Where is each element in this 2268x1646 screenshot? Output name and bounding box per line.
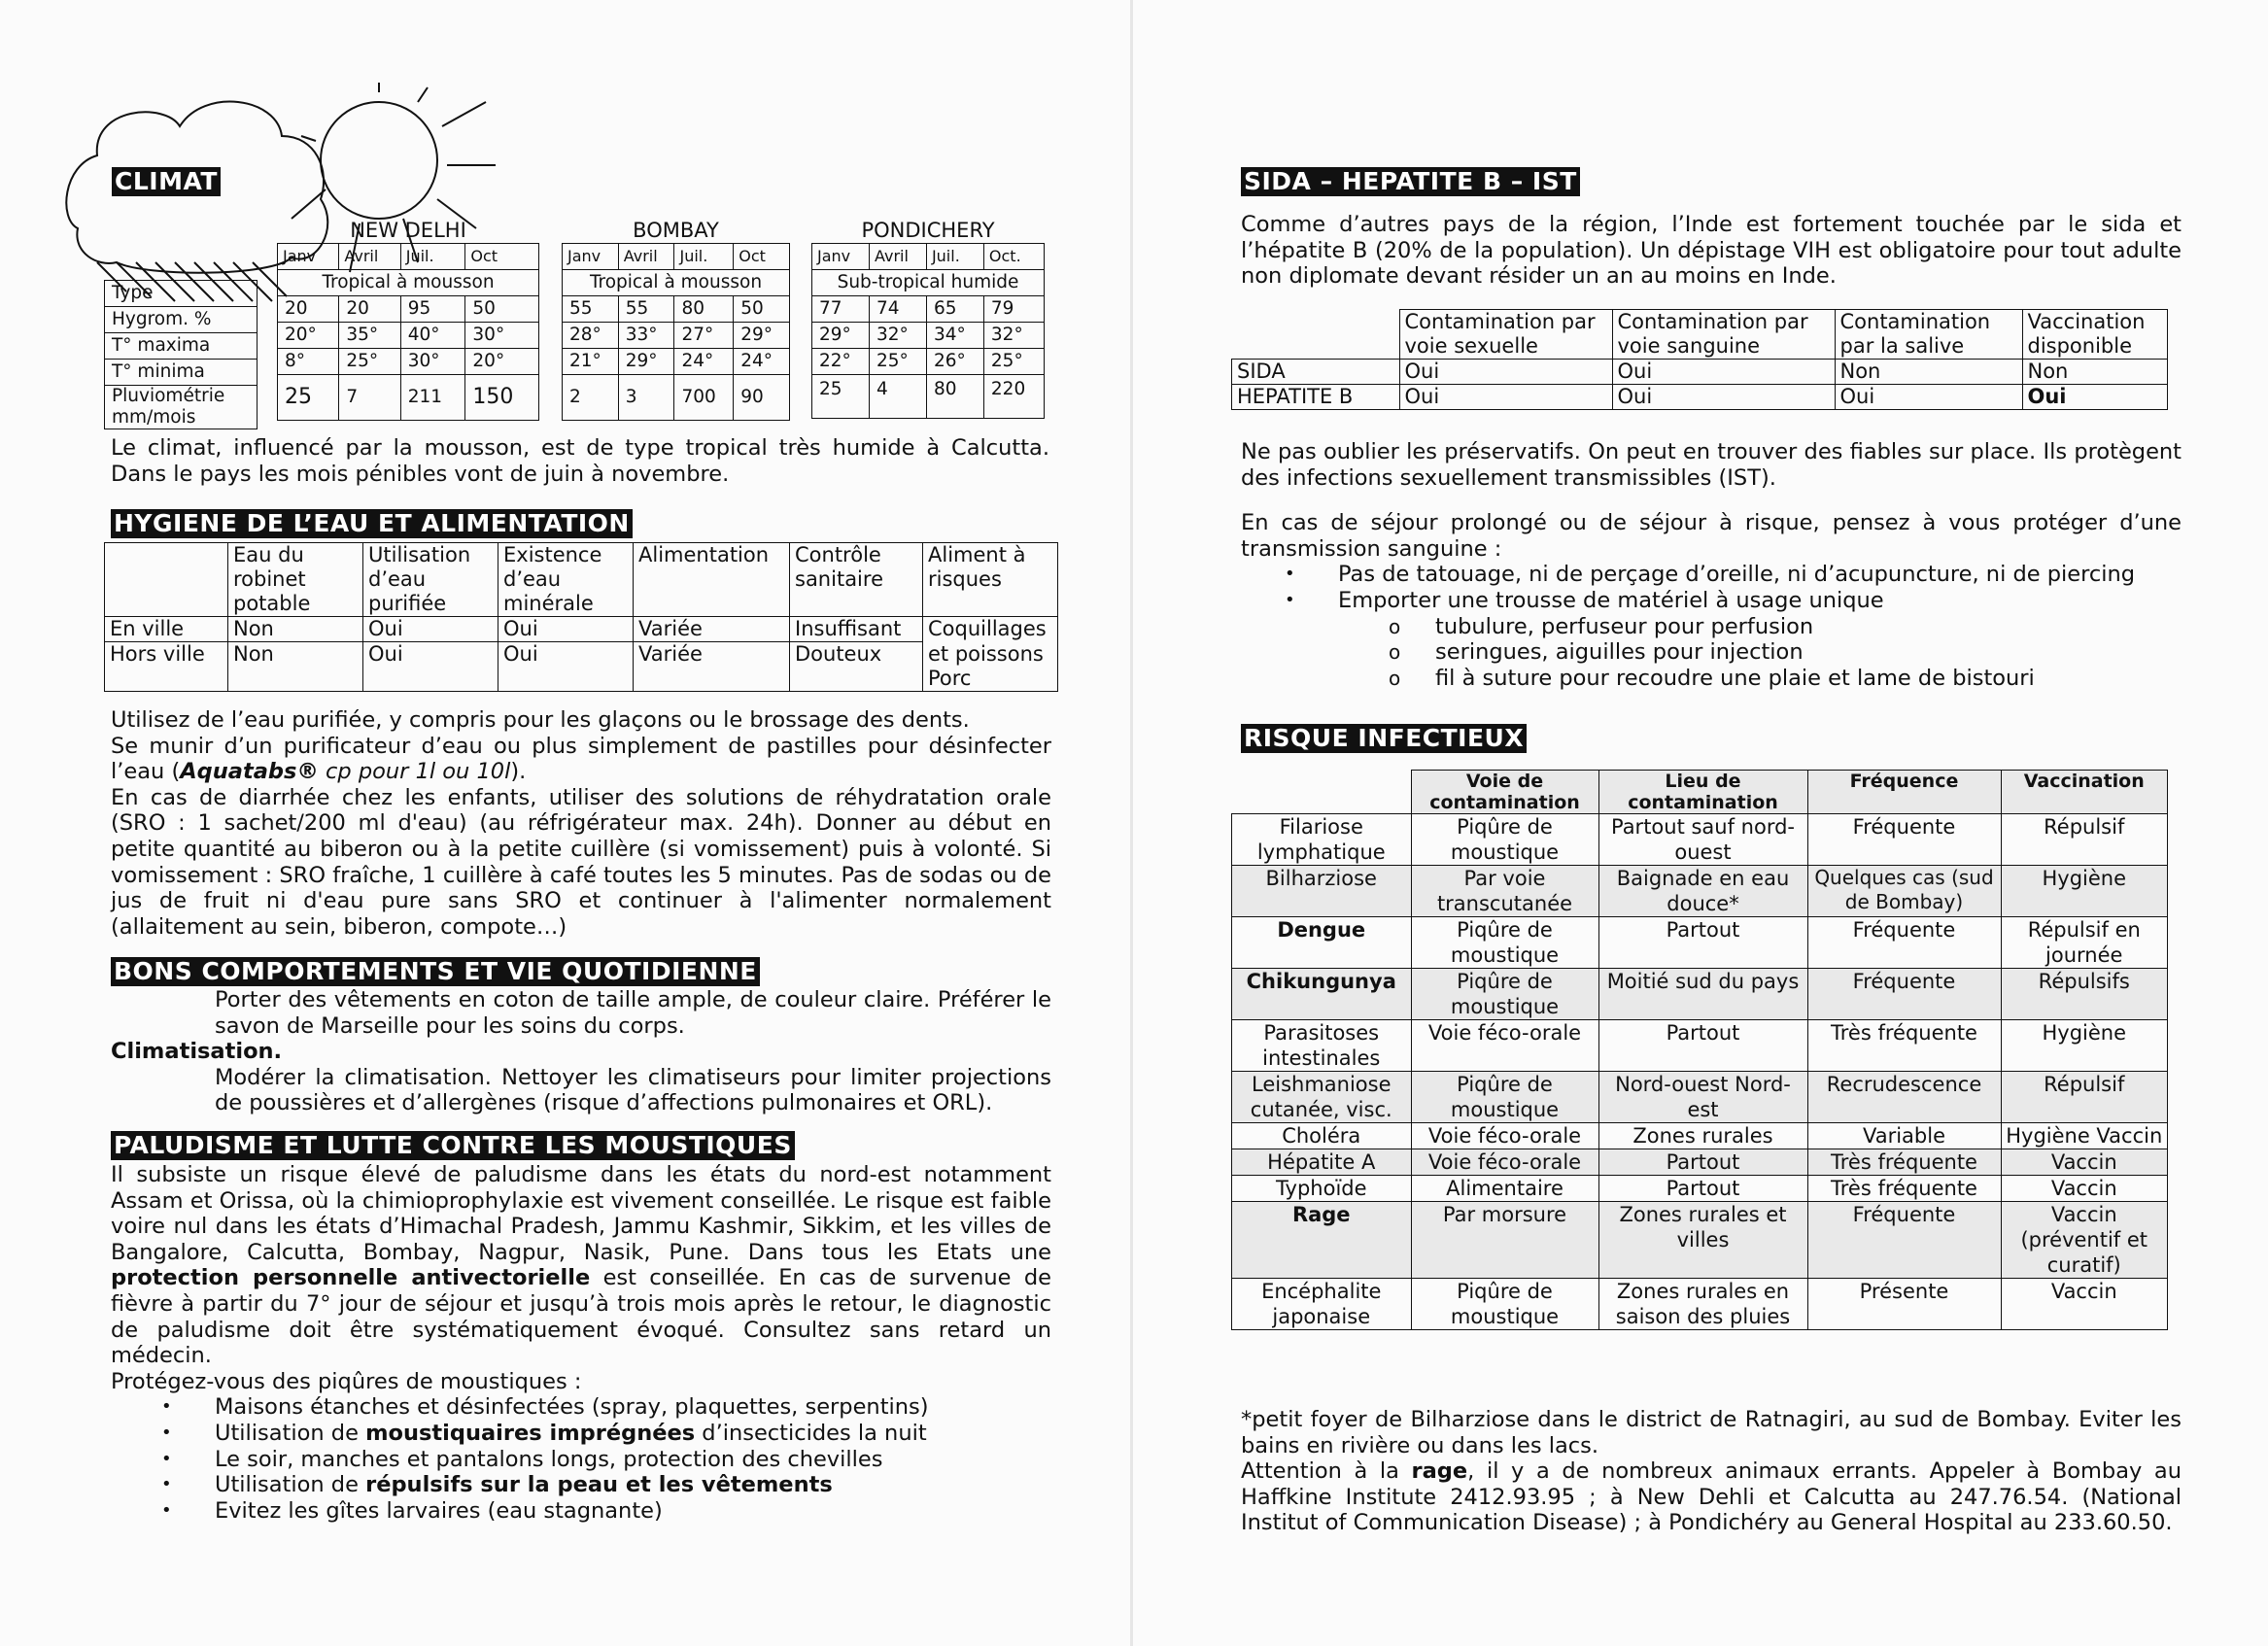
table-cell: Quelques cas (sud de Bombay) [1807,866,2001,917]
value-cell: 55 [563,296,619,323]
value-cell: 21° [563,349,619,375]
bons-sub: Climatisation. [111,1039,283,1065]
table-header: Voie de contamination [1411,771,1598,814]
table-cell: Vaccin [2001,1279,2168,1330]
list-item [215,1472,1051,1498]
value-cell: 20° [465,349,539,375]
value-cell: 150 [465,375,539,421]
section-title-risque: RISQUE INFECTIEUX [1241,724,1527,753]
value-cell: 25 [278,375,339,421]
table-cell: Douteux [790,642,923,692]
table-cell: Très fréquente [1807,1149,2001,1176]
table-header: Eau du robinet potable [228,543,363,617]
month-cell: Avril [339,244,400,270]
right-page [1134,0,2268,1646]
table-cell: Alimentaire [1411,1176,1598,1202]
table-cell: Voie féco-orale [1411,1149,1598,1176]
page-fold [1130,0,1133,1646]
table-cell: Hépatite A [1232,1149,1412,1176]
table-cell: Variée [634,617,790,642]
palu-list [111,1394,1051,1524]
table-cell: Par voie transcutanée [1411,866,1598,917]
sida-list [1241,562,2182,613]
hygiene-table [104,542,1058,692]
table-cell: Baignade en eau douce* [1598,866,1807,917]
sida-sublist [1241,614,2182,692]
table-cell: Recrudescence [1807,1072,2001,1123]
value-cell: 74 [869,296,926,323]
value-cell: 22° [812,349,870,375]
month-cell: Avril [869,244,926,270]
text-run: , il y a de nombreux animaux errants. Appeler à Bombay au Haffkine Institute 2412.93.95 ; à New Dehli et Calcutta au 247.76.54. (National Institut of Communication Disease) ; à Pondichéry au General Hospital au 233.60.50. [1241,1458,2182,1536]
value-cell: 65 [926,296,983,323]
table-header: Utilisation d’eau purifiée [363,543,498,617]
month-cell: Avril [618,244,674,270]
risque-f2 [1241,1458,2182,1536]
table-cell: Leishmaniose cutanée, visc. [1232,1072,1412,1123]
table-header: Lieu de contamination [1598,771,1807,814]
section-title-palu: PALUDISME ET LUTTE CONTRE LES MOUSTIQUES [111,1131,795,1160]
sida-p3: En cas de séjour prolongé ou de séjour à risque, pensez à vous protéger d’une transmission sanguine : [1241,510,2182,562]
table-cell: Oui [1612,360,1835,385]
table-header [1232,310,1400,360]
value-cell: 20 [278,296,339,323]
table-cell: Hygiène Vaccin [2001,1123,2168,1149]
table-row [1232,1176,2168,1202]
value-cell: 80 [926,375,983,419]
table-cell: HEPATITE B [1232,385,1400,410]
table-cell: Partout [1598,1020,1807,1072]
table-cell: Hors ville [105,642,228,692]
label-type: Type [105,281,258,307]
type-cell: Tropical à mousson [563,270,790,296]
value-cell: 33° [618,323,674,349]
list-item [215,1421,1051,1447]
table-cell: Fréquente [1807,917,2001,969]
bons-p2: Modérer la climatisation. Nettoyer les climatiseurs pour limiter projections de poussières et d’allergènes (risque d’affections pulmonaires et ORL). [215,1064,1051,1116]
section-title-climat: CLIMAT [112,167,221,196]
table-row [1232,1279,2168,1330]
list-item: o tubulure, perfuseur pour perfusion [1435,614,2182,640]
month-cell: Oct. [983,244,1044,270]
value-cell: 50 [734,296,790,323]
value-cell: 40° [400,323,465,349]
table-cell: Zones rurales et villes [1598,1202,1807,1279]
table-cell: Oui [363,642,498,692]
value-cell: 90 [734,375,790,421]
table-header: Fréquence [1807,771,2001,814]
value-cell: 55 [618,296,674,323]
text-run: Il subsiste un risque élevé de paludisme dans les états du nord-est notamment Assam et Orissa, où la chimioprophylaxie est vivement conseillée. Le risque est faible voire nul dans les états d’Himachal Pradesh, Jammu Kashmir, Sikkim, et les villes de Bangalore, Calcutta, Bombay, Nagpur, Nasik, Pune. Dans tous les Etats une [111,1162,1051,1265]
list-item: o fil à suture pour recoudre une plaie et lame de bistouri [1435,666,2182,692]
table-cell: Oui [1612,385,1835,410]
climate-text: Le climat, influencé par la mousson, est de type tropical très humide à Calcutta. Dans le pays les mois pénibles vont de juin à novembre. [111,435,1049,487]
value-cell: 24° [674,349,734,375]
label-pluvio: Pluviométrie mm/mois [105,386,258,429]
table-cell: Partout [1598,1149,1807,1176]
sida-text [1241,439,2182,691]
value-cell: 211 [400,375,465,421]
value-cell: 4 [869,375,926,419]
month-cell: Juil. [926,244,983,270]
table-cell: Piqûre de moustique [1411,969,1598,1020]
text-run: ). [510,759,527,785]
climate-table-new-delhi [277,243,539,421]
table-cell: et poissons Porc [923,642,1058,692]
table-cell: Typhoïde [1232,1176,1412,1202]
hygiene-p3: En cas de diarrhée chez les enfants, utiliser des solutions de réhydratation orale (SRO : 1 sachet/200 ml d'eau) (au réfrigérateur max. 24h). Donner au début en petite quantité au biberon ou à la petite cuillère (si vomissement) puis à volonté. Si vomissement : SRO fraîche, 1 cuillère à café toutes les 5 minutes. Pas de sodas ou de jus de fruit ni d'eau pure sans SRO et continuer à l'alimenter normalement (allaitement au sein, biberon, compote…) [111,784,1051,940]
text-run: rage [1411,1458,1468,1485]
value-cell: 7 [339,375,400,421]
table-header: Contrôle sanitaire [790,543,923,617]
table-cell: Voie féco-orale [1411,1020,1598,1072]
table-cell: Partout sauf nord-ouest [1598,814,1807,866]
table-row [1232,866,2168,917]
table-cell: Variée [634,642,790,692]
table-cell: Vaccin (préventif et curatif) [2001,1202,2168,1279]
value-cell: 77 [812,296,870,323]
table-cell: Zones rurales en saison des pluies [1598,1279,1807,1330]
table-row [1232,1123,2168,1149]
table-cell: Dengue [1232,917,1412,969]
table-cell: Insuffisant [790,617,923,642]
climate-row-labels [104,280,258,429]
month-cell: Oct [465,244,539,270]
section-title-sida: SIDA – HEPATITE B – IST [1241,167,1580,196]
table-cell: Coquillages [923,617,1058,642]
month-cell: Juil. [674,244,734,270]
table-header: Contamination par la salive [1835,310,2022,360]
value-cell: 29° [812,323,870,349]
risk-table [1231,770,2168,1330]
value-cell: 30° [465,323,539,349]
month-cell: Janv [563,244,619,270]
table-cell: Bilharziose [1232,866,1412,917]
value-cell: 50 [465,296,539,323]
value-cell: 35° [339,323,400,349]
type-cell: Tropical à mousson [278,270,539,296]
risque-footnotes [1241,1407,2182,1536]
month-cell: Oct [734,244,790,270]
list-item: o seringues, aiguilles pour injection [1435,639,2182,666]
bons-p1: Porter des vêtements en coton de taille ample, de couleur claire. Préférer le savon de Marseille pour les soins du corps. [215,987,1051,1039]
table-row [105,642,1058,692]
sida-p2: Ne pas oublier les préservatifs. On peut en trouver des fiables sur place. Ils protègent des infections sexuellement transmissibles (IST). [1241,439,2182,491]
month-cell: Juil. [400,244,465,270]
city-pondichery: PONDICHERY [861,219,995,242]
value-cell: 25° [869,349,926,375]
table-cell: Oui [1399,385,1612,410]
table-row [1232,385,2168,410]
climate-table-pondichery [811,243,1045,419]
table-header [1232,771,1412,814]
table-cell: SIDA [1232,360,1400,385]
table-cell: Non [228,617,363,642]
table-cell: Piqûre de moustique [1411,1279,1598,1330]
text-run: Attention à la [1241,1458,1412,1485]
table-cell: Piqûre de moustique [1411,814,1598,866]
value-cell: 34° [926,323,983,349]
text-run: est conseillée. En cas de survenue de fièvre à partir du 7° jour de séjour et jusqu’à trois mois après le retour, le diagnostic de paludisme doit être systématiquement évoqué. Consultez sans retard un médecin. [111,1265,1051,1369]
table-cell: Filariose lymphatique [1232,814,1412,866]
value-cell: 32° [869,323,926,349]
table-cell: Hygiène [2001,866,2168,917]
section-title-bons: BONS COMPORTEMENTS ET VIE QUOTIDIENNE [111,957,760,986]
table-header: Vaccination [2001,771,2168,814]
table-cell: Encéphalite japonaise [1232,1279,1412,1330]
table-header: Alimentation [634,543,790,617]
list-item: • Emporter une trousse de matériel à usage unique [1338,588,2182,614]
table-row [1232,814,2168,866]
value-cell: 20 [339,296,400,323]
text-run: cp pour 1l ou 10l [318,759,511,785]
month-cell: Janv [812,244,870,270]
table-cell: Chikungunya [1232,969,1412,1020]
table-cell: Hygiène [2001,1020,2168,1072]
table-cell: Partout [1598,917,1807,969]
palu-text [111,1162,1051,1524]
sida-table [1231,309,2168,410]
left-page [0,0,1133,1646]
text-run: moustiquaires imprégnées [365,1420,696,1446]
label-tmax: T° maxima [105,333,258,360]
value-cell: 30° [400,349,465,375]
table-cell: Très fréquente [1807,1020,2001,1072]
table-header: Contamination par voie sanguine [1612,310,1835,360]
table-header: Contamination par voie sexuelle [1399,310,1612,360]
text-run: Utilisation de [215,1472,366,1498]
bons-text [111,987,1051,1116]
city-bombay: BOMBAY [633,219,719,242]
table-cell: Piqûre de moustique [1411,917,1598,969]
value-cell: 2 [563,375,619,421]
value-cell: 79 [983,296,1044,323]
hygiene-p2 [111,734,1051,785]
table-cell: Fréquente [1807,969,2001,1020]
table-cell: Choléra [1232,1123,1412,1149]
table-cell: Oui [498,642,634,692]
table-cell: Piqûre de moustique [1411,1072,1598,1123]
palu-p1 [111,1162,1051,1369]
table-cell: Variable [1807,1123,2001,1149]
value-cell: 29° [734,323,790,349]
value-cell: 80 [674,296,734,323]
table-cell: Très fréquente [1807,1176,2001,1202]
table-cell: Oui [2022,385,2168,410]
risque-f1: *petit foyer de Bilharziose dans le district de Ratnagiri, au sud de Bombay. Eviter les bains en rivière ou dans les lacs. [1241,1407,2182,1458]
value-cell: 95 [400,296,465,323]
text-run: Aquatabs® [180,759,319,785]
value-cell: 27° [674,323,734,349]
table-cell: Répulsif en journée [2001,917,2168,969]
list-item: • Maisons étanches et désinfectées (spray, plaquettes, serpentins) [215,1394,1051,1421]
value-cell: 29° [618,349,674,375]
text-run: Se munir d’un purificateur d’eau ou plus simplement de pastilles pour désinfecter l’eau ( [111,733,1051,785]
city-new-delhi: NEW DELHI [350,219,466,242]
table-cell: Répulsif [2001,814,2168,866]
table-cell: Parasitoses intestinales [1232,1020,1412,1072]
value-cell: 220 [983,375,1044,419]
list-item: • Evitez les gîtes larvaires (eau stagnante) [215,1498,1051,1525]
value-cell: 25° [339,349,400,375]
value-cell: 25° [983,349,1044,375]
table-row [105,617,1058,642]
month-cell: Janv [278,244,339,270]
table-cell: Répulsifs [2001,969,2168,1020]
table-row [1232,917,2168,969]
table-cell: Oui [363,617,498,642]
value-cell: 24° [734,349,790,375]
table-row [1232,1202,2168,1279]
list-item: • Le soir, manches et pantalons longs, protection des chevilles [215,1447,1051,1473]
text-run: Utilisation de [215,1420,366,1446]
text-run: répulsifs sur la peau et les vêtements [365,1472,833,1498]
label-hygrom: Hygrom. % [105,307,258,333]
table-cell: Rage [1232,1202,1412,1279]
table-row [1232,1149,2168,1176]
table-cell: Zones rurales [1598,1123,1807,1149]
table-header: Existence d’eau minérale [498,543,634,617]
list-item: • Pas de tatouage, ni de perçage d’oreille, ni d’acupuncture, ni de piercing [1338,562,2182,588]
value-cell: 25 [812,375,870,419]
table-cell: Partout [1598,1176,1807,1202]
section-title-hygiene: HYGIENE DE L’EAU ET ALIMENTATION [111,509,633,538]
value-cell: 32° [983,323,1044,349]
table-cell: Fréquente [1807,814,2001,866]
value-cell: 700 [674,375,734,421]
palu-p2: Protégez-vous des piqûres de moustiques : [111,1368,582,1394]
table-row [1232,360,2168,385]
table-row [1232,1072,2168,1123]
table-cell: Par morsure [1411,1202,1598,1279]
table-cell: Nord-ouest Nord-est [1598,1072,1807,1123]
table-cell: Non [228,642,363,692]
table-cell: Vaccin [2001,1176,2168,1202]
table-cell: Oui [1835,385,2022,410]
table-cell: Voie féco-orale [1411,1123,1598,1149]
text-run: d’insecticides la nuit [695,1420,927,1446]
climate-table-bombay [562,243,790,421]
table-cell: Répulsif [2001,1072,2168,1123]
table-cell: Moitié sud du pays [1598,969,1807,1020]
table-header: Aliment à risques [923,543,1058,617]
table-header [105,543,228,617]
text-run: protection personnelle antivectorielle [111,1265,591,1291]
hygiene-p1: Utilisez de l’eau purifiée, y compris pour les glaçons ou le brossage des dents. [111,707,970,733]
label-tmin: T° minima [105,360,258,386]
value-cell: 8° [278,349,339,375]
table-cell: Oui [498,617,634,642]
table-cell: Non [1835,360,2022,385]
value-cell: 3 [618,375,674,421]
table-row [1232,1020,2168,1072]
table-cell: Présente [1807,1279,2001,1330]
table-cell: Non [2022,360,2168,385]
hygiene-text [111,707,1051,940]
table-row [1232,969,2168,1020]
value-cell: 20° [278,323,339,349]
table-cell: Vaccin [2001,1149,2168,1176]
table-cell: Oui [1399,360,1612,385]
value-cell: 26° [926,349,983,375]
value-cell: 28° [563,323,619,349]
sida-p1: Comme d’autres pays de la région, l’Inde est fortement touchée par le sida et l’hépatite B (20% de la population). Un dépistage VIH est obligatoire pour tout adulte non diplomate devant résider un an au moins en Inde. [1241,212,2182,290]
type-cell: Sub-tropical humide [812,270,1045,296]
table-cell: En ville [105,617,228,642]
table-cell: Fréquente [1807,1202,2001,1279]
table-header: Vaccination disponible [2022,310,2168,360]
